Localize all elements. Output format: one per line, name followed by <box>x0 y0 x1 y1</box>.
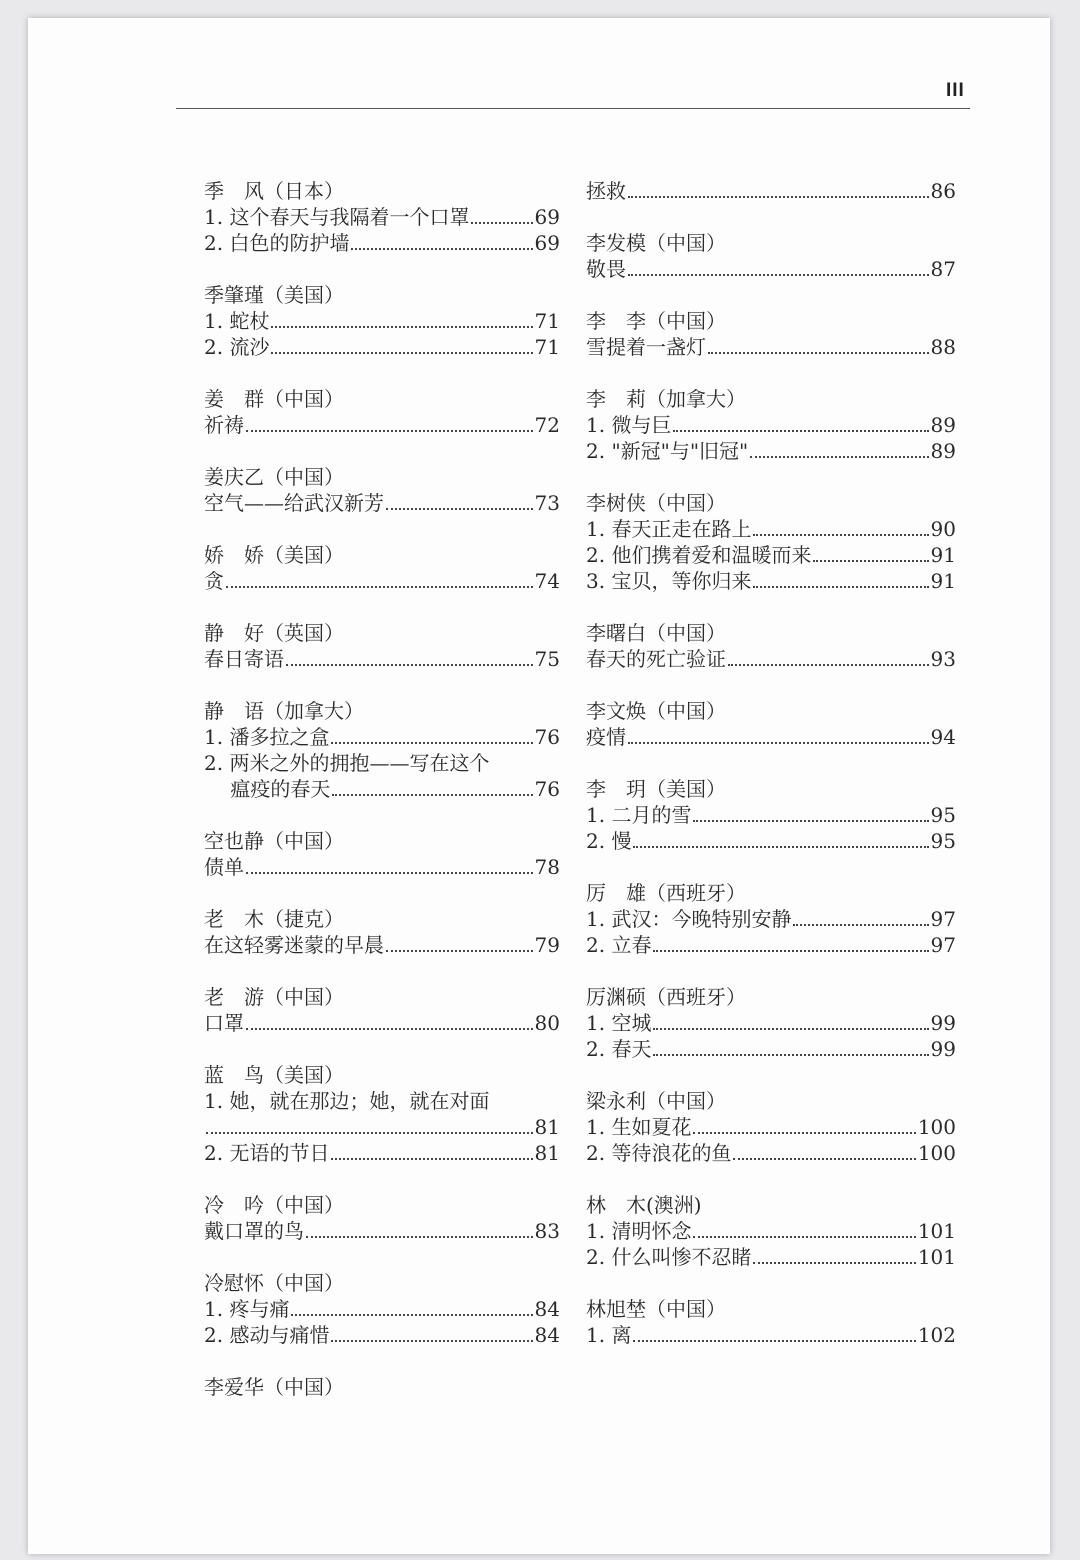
toc-entry-title: 空气——给武汉新芳 <box>204 491 384 515</box>
toc-entry-title: 2. 立春 <box>586 933 652 957</box>
toc-entry-title: 1. 清明怀念 <box>586 1219 692 1243</box>
toc-entry-page: 91 <box>930 543 956 567</box>
leader-dots <box>653 950 928 952</box>
leader-dots <box>628 274 929 276</box>
leader-dots <box>286 664 533 666</box>
leader-dots <box>246 430 533 432</box>
toc-entry-page: 81 <box>534 1115 560 1139</box>
toc-entry-title-line: 1. 她，就在那边；她，就在对面 <box>204 1089 490 1113</box>
leader-dots <box>226 586 533 588</box>
toc-author: 林 木(澳洲) <box>586 1193 702 1217</box>
toc-entry[interactable] <box>204 308 560 334</box>
toc-entry-page: 88 <box>930 335 956 359</box>
leader-dots <box>673 430 928 432</box>
toc-entry-title: 1. 这个春天与我隔着一个口罩 <box>204 205 470 229</box>
toc-entry-title: 1. 潘多拉之盒 <box>204 725 330 749</box>
leader-dots <box>206 1132 533 1134</box>
toc-author: 姜 群（中国） <box>204 387 344 411</box>
toc-entry-page: 99 <box>930 1011 956 1035</box>
toc-entry-page: 99 <box>930 1037 956 1061</box>
toc-right-column <box>586 178 956 1348</box>
toc-entry-title: 3. 宝贝，等你归来 <box>586 569 752 593</box>
toc-entry-page: 102 <box>917 1323 956 1347</box>
toc-entry-page: 89 <box>930 413 956 437</box>
toc-entry[interactable] <box>586 438 956 464</box>
header-rule <box>176 108 970 109</box>
toc-entry-title: 1. 二月的雪 <box>586 803 692 827</box>
toc-entry[interactable] <box>586 932 956 958</box>
toc-entry-title: 春天的死亡验证 <box>586 647 726 671</box>
toc-entry[interactable] <box>586 906 956 932</box>
toc-entry[interactable] <box>204 568 560 594</box>
toc-entry-page: 101 <box>917 1219 956 1243</box>
toc-entry[interactable] <box>204 1140 560 1166</box>
toc-entry-page: 100 <box>917 1115 956 1139</box>
toc-entry-title: 2. 他们携着爱和温暖而来 <box>586 543 812 567</box>
toc-entry[interactable] <box>204 1218 560 1244</box>
leader-dots <box>271 352 532 354</box>
toc-entry[interactable] <box>586 724 956 750</box>
leader-dots <box>331 1158 532 1160</box>
leader-dots <box>386 950 533 952</box>
toc-entry[interactable] <box>204 1010 560 1036</box>
toc-entry-page: 69 <box>534 205 560 229</box>
toc-entry-title: 敬畏 <box>586 257 626 281</box>
leader-dots <box>628 196 929 198</box>
toc-entry-page: 94 <box>930 725 956 749</box>
toc-entry-title: 戴口罩的鸟 <box>204 1219 304 1243</box>
toc-entry-page: 76 <box>534 725 560 749</box>
toc-entry-title: 2. 什么叫惨不忍睹 <box>586 1245 752 1269</box>
toc-entry-page: 90 <box>930 517 956 541</box>
toc-entry[interactable] <box>204 776 560 802</box>
toc-author: 冷 吟（中国） <box>204 1193 344 1217</box>
leader-dots <box>291 1314 532 1316</box>
toc-entry[interactable] <box>586 802 956 828</box>
toc-entry-page: 79 <box>534 933 560 957</box>
toc-entry[interactable] <box>204 1114 560 1140</box>
leader-dots <box>471 222 532 224</box>
toc-entry[interactable] <box>586 516 956 542</box>
toc-entry-title-line: 2. 两米之外的拥抱——写在这个 <box>204 751 490 775</box>
toc-entry-title: 疫情 <box>586 725 626 749</box>
toc-entry[interactable] <box>586 412 956 438</box>
toc-entry[interactable] <box>586 646 956 672</box>
toc-entry-title: 1. 微与巨 <box>586 413 672 437</box>
toc-entry[interactable] <box>204 204 560 230</box>
toc-entry-page: 78 <box>534 855 560 879</box>
toc-entry-page: 69 <box>534 231 560 255</box>
leader-dots <box>653 1028 928 1030</box>
toc-entry-title: 1. 离 <box>586 1323 632 1347</box>
toc-author: 梁永利（中国） <box>586 1089 726 1113</box>
leader-dots <box>733 1158 915 1160</box>
toc-author: 李发模（中国） <box>586 231 726 255</box>
toc-entry-page: 89 <box>930 439 956 463</box>
toc-entry-page: 93 <box>930 647 956 671</box>
toc-entry[interactable] <box>204 230 560 256</box>
toc-entry-title: 在这轻雾迷蒙的早晨 <box>204 933 384 957</box>
leader-dots <box>708 352 929 354</box>
toc-entry[interactable] <box>586 178 956 204</box>
toc-author: 李爱华（中国） <box>204 1375 344 1399</box>
toc-entry-page: 74 <box>534 569 560 593</box>
toc-entry[interactable] <box>586 1114 956 1140</box>
toc-entry-title: 祈祷 <box>204 413 244 437</box>
toc-entry[interactable] <box>586 1244 956 1270</box>
toc-entry[interactable] <box>586 334 956 360</box>
toc-entry[interactable] <box>586 568 956 594</box>
toc-entry[interactable] <box>586 1322 956 1348</box>
toc-author: 林旭埜（中国） <box>586 1297 726 1321</box>
toc-entry-page: 95 <box>930 803 956 827</box>
leader-dots <box>633 1340 915 1342</box>
toc-author: 娇 娇（美国） <box>204 543 344 567</box>
leader-dots <box>386 508 533 510</box>
toc-entry-title: 1. 空城 <box>586 1011 652 1035</box>
toc-entry[interactable] <box>204 1322 560 1348</box>
toc-entry-page: 72 <box>534 413 560 437</box>
leader-dots <box>628 742 929 744</box>
leader-dots <box>693 1236 915 1238</box>
toc-entry-page: 97 <box>930 907 956 931</box>
toc-entry-title: 雪提着一盏灯 <box>586 335 706 359</box>
toc-entry-page: 75 <box>534 647 560 671</box>
toc-author: 静 好（英国） <box>204 621 344 645</box>
leader-dots <box>693 820 928 822</box>
leader-dots <box>633 846 928 848</box>
toc-entry[interactable] <box>204 646 560 672</box>
leader-dots <box>753 1262 915 1264</box>
leader-dots <box>750 456 928 458</box>
toc-entry-title: 拯救 <box>586 179 626 203</box>
leader-dots <box>271 326 532 328</box>
toc-author: 李文焕（中国） <box>586 699 726 723</box>
toc-entry[interactable] <box>204 412 560 438</box>
toc-entry-title: 贪 <box>204 569 224 593</box>
leader-dots <box>331 742 532 744</box>
toc-author: 姜庆乙（中国） <box>204 465 344 489</box>
toc-entry-title: 2. 春天 <box>586 1037 652 1061</box>
toc-author: 李 李（中国） <box>586 309 726 333</box>
leader-dots <box>246 1028 533 1030</box>
toc-entry[interactable] <box>586 1036 956 1062</box>
leader-dots <box>246 872 533 874</box>
toc-left-column <box>204 178 560 1400</box>
toc-entry-page: 71 <box>534 309 560 333</box>
toc-author: 李 玥（美国） <box>586 777 726 801</box>
toc-author: 厉渊硕（西班牙） <box>586 985 746 1009</box>
toc-entry-page: 86 <box>930 179 956 203</box>
toc-entry-title: 2. 无语的节日 <box>204 1141 330 1165</box>
toc-author: 厉 雄（西班牙） <box>586 881 746 905</box>
toc-entry-page: 80 <box>534 1011 560 1035</box>
toc-entry-page: 84 <box>534 1297 560 1321</box>
toc-entry-page: 81 <box>534 1141 560 1165</box>
toc-author: 老 游（中国） <box>204 985 344 1009</box>
toc-entry[interactable] <box>204 490 560 516</box>
toc-author: 李树侠（中国） <box>586 491 726 515</box>
leader-dots <box>306 1236 533 1238</box>
toc-entry-title: 2. 流沙 <box>204 335 270 359</box>
leader-dots <box>728 664 929 666</box>
toc-entry-page: 73 <box>534 491 560 515</box>
leader-dots <box>753 586 928 588</box>
leader-dots <box>753 534 928 536</box>
toc-entry-page: 100 <box>917 1141 956 1165</box>
toc-entry-title: 1. 蛇杖 <box>204 309 270 333</box>
toc-entry-title: 2. 慢 <box>586 829 632 853</box>
leader-dots <box>653 1054 928 1056</box>
toc-entry[interactable] <box>586 1140 956 1166</box>
toc-entry-title: 2. 等待浪花的鱼 <box>586 1141 732 1165</box>
toc-entry-page: 71 <box>534 335 560 359</box>
toc-entry-title: 口罩 <box>204 1011 244 1035</box>
toc-author: 季 风（日本） <box>204 179 344 203</box>
toc-entry-page: 91 <box>930 569 956 593</box>
toc-entry-title: 瘟疫的春天 <box>204 777 331 801</box>
toc-author: 李曙白（中国） <box>586 621 726 645</box>
toc-entry-page: 83 <box>534 1219 560 1243</box>
toc-entry[interactable] <box>204 1296 560 1322</box>
leader-dots <box>793 924 928 926</box>
leader-dots <box>331 1340 532 1342</box>
toc-entry[interactable] <box>586 542 956 568</box>
toc-entry[interactable] <box>586 256 956 282</box>
toc-entry-page: 87 <box>930 257 956 281</box>
toc-author: 冷慰怀（中国） <box>204 1271 344 1295</box>
toc-entry[interactable] <box>204 854 560 880</box>
toc-author: 老 木（捷克） <box>204 907 344 931</box>
toc-author: 空也静（中国） <box>204 829 344 853</box>
leader-dots <box>693 1132 915 1134</box>
toc-author: 蓝 鸟（美国） <box>204 1063 344 1087</box>
toc-entry[interactable] <box>586 1010 956 1036</box>
toc-entry-page: 84 <box>534 1323 560 1347</box>
leader-dots <box>813 560 928 562</box>
toc-entry-title: 2. "新冠"与"旧冠" <box>586 439 749 463</box>
toc-entry-title: 2. 感动与痛惜 <box>204 1323 330 1347</box>
toc-entry-page: 97 <box>930 933 956 957</box>
toc-author: 李 莉（加拿大） <box>586 387 746 411</box>
toc-entry-page: 101 <box>917 1245 956 1269</box>
toc-entry[interactable] <box>586 1218 956 1244</box>
toc-entry-title: 债单 <box>204 855 244 879</box>
toc-author: 静 语（加拿大） <box>204 699 364 723</box>
book-page <box>28 18 1050 1554</box>
toc-entry-title: 1. 武汉：今晚特别安静 <box>586 907 792 931</box>
toc-entry[interactable] <box>586 828 956 854</box>
toc-entry-title: 春日寄语 <box>204 647 284 671</box>
page-number: III <box>946 80 965 101</box>
toc-author: 季肇瑾（美国） <box>204 283 344 307</box>
toc-entry-title: 1. 春天正走在路上 <box>586 517 752 541</box>
toc-entry-title: 2. 白色的防护墙 <box>204 231 350 255</box>
leader-dots <box>332 794 532 796</box>
toc-entry[interactable] <box>204 334 560 360</box>
toc-entry[interactable] <box>204 932 560 958</box>
toc-entry-title: 1. 生如夏花 <box>586 1115 692 1139</box>
toc-entry-page: 76 <box>534 777 560 801</box>
toc-entry[interactable] <box>204 724 560 750</box>
leader-dots <box>351 248 532 250</box>
toc-entry-title: 1. 疼与痛 <box>204 1297 290 1321</box>
toc-entry-page: 95 <box>930 829 956 853</box>
